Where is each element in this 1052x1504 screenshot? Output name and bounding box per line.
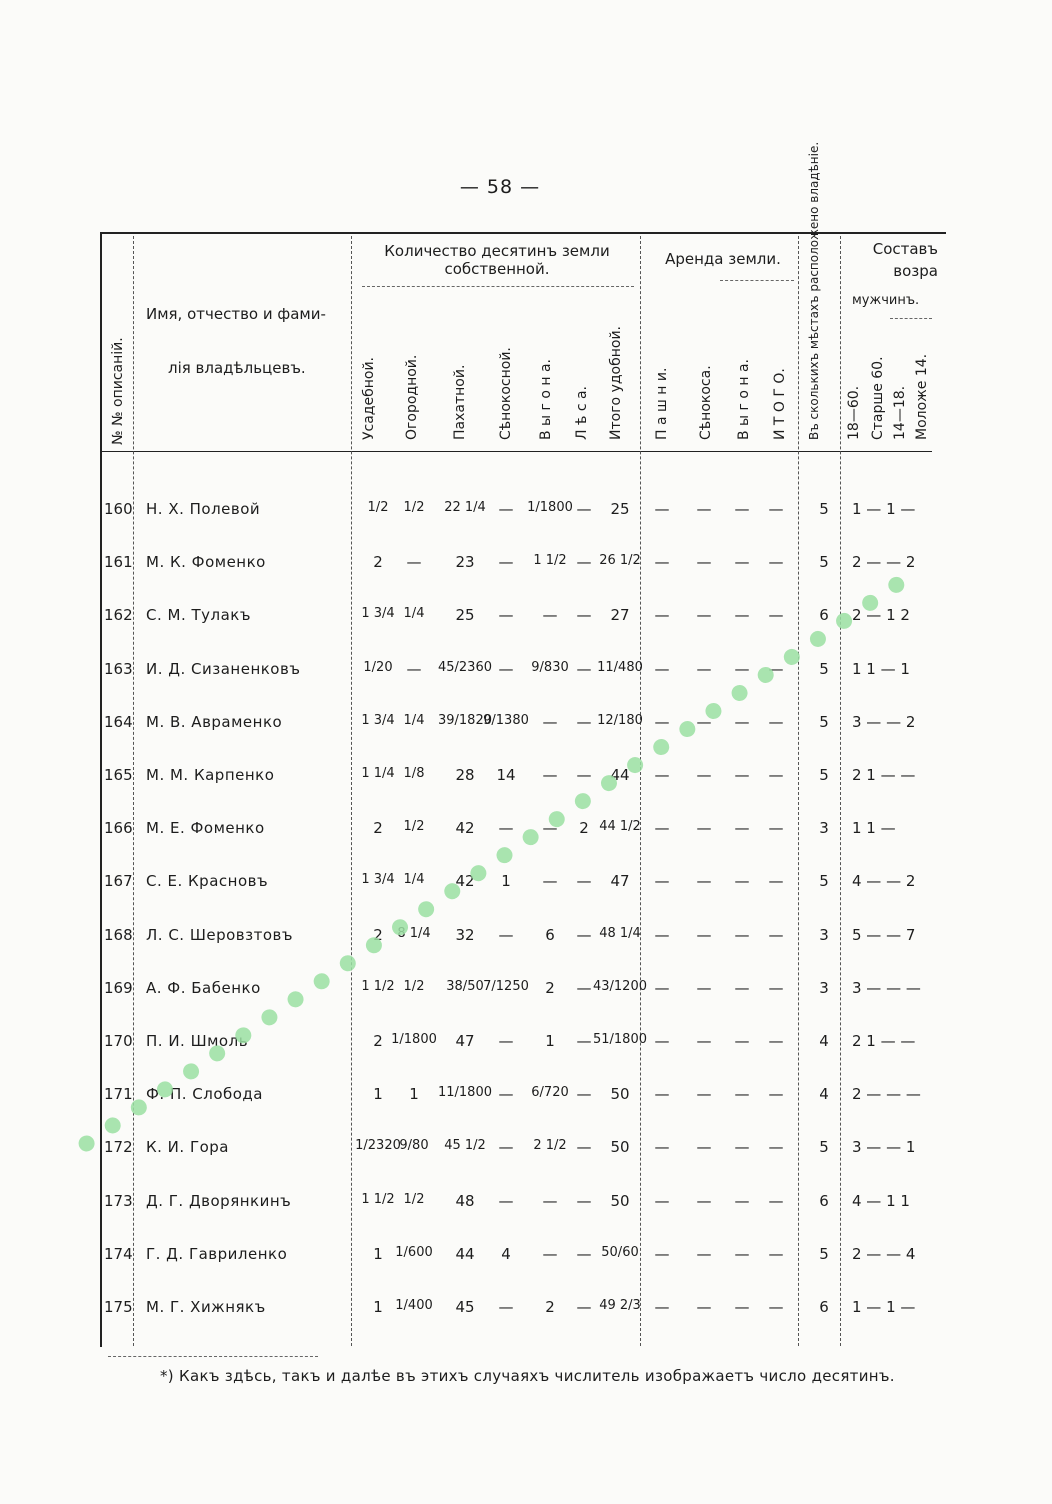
- table-cell: 6: [819, 606, 829, 625]
- table-cell: —: [498, 1138, 514, 1157]
- table-cell: 45: [455, 1298, 475, 1316]
- table-cell: 32: [455, 925, 475, 944]
- table-cell: 1/4: [403, 872, 425, 888]
- own-col-usad: Усадебной.: [361, 356, 377, 440]
- table-cell: 1 1 —: [852, 819, 896, 838]
- table-cell: 1: [501, 872, 511, 891]
- row-number: 173: [104, 1191, 133, 1210]
- table-cell: 2: [373, 1032, 383, 1050]
- table-cell: 5 — — 7: [852, 925, 916, 944]
- table-cell: —: [696, 819, 712, 838]
- col-sep-name: [133, 236, 134, 1346]
- table-cell: 45 1/2: [444, 1138, 486, 1154]
- table-cell: 2 1 — —: [852, 766, 916, 784]
- table-cell: 49 2/3: [599, 1298, 641, 1313]
- table-cell: —: [734, 819, 750, 838]
- table-cell: 1 1 — 1: [852, 659, 910, 678]
- table-cell: 9/830: [531, 659, 569, 675]
- col-name-header-line2: лія владѣльцевъ.: [168, 359, 306, 377]
- table-cell: —: [576, 925, 592, 944]
- table-cell: 1/2320: [355, 1138, 401, 1154]
- table-cell: 1 3/4: [361, 606, 395, 622]
- owner-name: А. Ф. Бабенко: [146, 978, 261, 997]
- table-cell: 38/50: [446, 978, 484, 994]
- comp-col-younger-14: Моложе 14.: [914, 353, 930, 440]
- table-cell: 47: [610, 872, 630, 891]
- table-cell: 1/1800: [391, 1032, 437, 1047]
- table-cell: —: [654, 766, 670, 784]
- table-cell: 1/1800: [527, 500, 573, 515]
- rent-col-pashni: П а ш н и.: [654, 367, 670, 440]
- table-cell: —: [768, 978, 784, 997]
- table-cell: —: [576, 872, 592, 891]
- table-cell: —: [734, 1244, 750, 1263]
- owner-name: К. И. Гора: [146, 1138, 229, 1157]
- table-cell: 44 1/2: [599, 819, 641, 835]
- table-cell: 27: [610, 606, 630, 625]
- table-cell: —: [654, 712, 670, 731]
- table-cell: 1/8: [403, 766, 425, 781]
- table-cell: 1/2: [403, 500, 425, 515]
- table-cell: 1 1/4: [361, 766, 395, 781]
- row-number: 175: [104, 1298, 133, 1316]
- row-number: 164: [104, 712, 133, 731]
- table-cell: 1/2: [367, 500, 389, 515]
- col-places-header: Въ сколькихъ мѣстахъ расположено владѣніе.: [807, 141, 821, 440]
- table-cell: 48: [455, 1191, 475, 1210]
- table-cell: —: [654, 819, 670, 838]
- table-cell: —: [734, 659, 750, 678]
- table-cell: —: [498, 1191, 514, 1210]
- table-cell: 3: [819, 819, 829, 838]
- group-comp-header: Составъ возра: [872, 240, 938, 280]
- table-cell: 9/80: [399, 1138, 429, 1154]
- table-cell: —: [654, 1298, 670, 1316]
- table-cell: —: [768, 553, 784, 572]
- row-number: 174: [104, 1244, 133, 1263]
- table-cell: 1/600: [395, 1244, 433, 1260]
- table-cell: —: [768, 925, 784, 944]
- row-number: 170: [104, 1032, 133, 1050]
- table-cell: 11/1800: [437, 1085, 493, 1101]
- table-cell: —: [498, 1032, 514, 1050]
- row-number: 169: [104, 978, 133, 997]
- table-cell: 25: [610, 500, 630, 518]
- table-cell: 50: [610, 1138, 630, 1157]
- table-cell: —: [542, 766, 558, 784]
- rent-col-total: И Т О Г О.: [772, 368, 788, 440]
- table-cell: —: [696, 872, 712, 891]
- table-cell: —: [696, 553, 712, 572]
- table-header-bottom-rule: [100, 451, 932, 452]
- table-cell: 6: [545, 925, 555, 944]
- table-cell: 6/720: [531, 1085, 569, 1101]
- table-cell: —: [654, 553, 670, 572]
- table-cell: —: [768, 1138, 784, 1157]
- owner-name: Д. Г. Дворянкинъ: [146, 1191, 292, 1210]
- table-cell: 9/1380: [483, 712, 529, 728]
- row-number: 161: [104, 553, 133, 572]
- table-cell: 14: [496, 766, 516, 784]
- table-cell: —: [542, 1191, 558, 1210]
- comp-col-older-60: Старше 60.: [870, 356, 886, 440]
- table-cell: 4 — — 2: [852, 872, 916, 891]
- table-cell: 1/4: [403, 712, 425, 728]
- table-cell: —: [576, 1244, 592, 1263]
- table-cell: —: [696, 1085, 712, 1104]
- table-cell: —: [576, 1191, 592, 1210]
- owner-name: Л. С. Шеровзтовъ: [146, 925, 293, 944]
- table-cell: 5: [819, 872, 829, 891]
- table-cell: 5: [819, 500, 829, 518]
- table-cell: —: [576, 500, 592, 518]
- sub-men-header: мужчинъ.: [852, 293, 920, 308]
- table-cell: 4 — 1 1: [852, 1191, 910, 1210]
- table-cell: —: [734, 1085, 750, 1104]
- table-cell: —: [768, 1244, 784, 1263]
- table-cell: —: [654, 1085, 670, 1104]
- table-cell: —: [498, 500, 514, 518]
- table-cell: —: [406, 659, 422, 678]
- table-cell: 1: [545, 1032, 555, 1050]
- table-cell: —: [576, 1138, 592, 1157]
- rent-col-vygon: В ы г о н а.: [736, 358, 752, 440]
- table-cell: —: [576, 978, 592, 997]
- table-cell: —: [768, 606, 784, 625]
- table-cell: 12/180: [597, 712, 643, 728]
- table-cell: —: [498, 925, 514, 944]
- table-cell: 43/1200: [592, 978, 648, 994]
- own-col-les: Л ѣ с а.: [574, 385, 590, 440]
- footnote: *) Какъ здѣсь, такъ и далѣе въ этихъ случаяхъ числитель изображаетъ число десятинъ.: [160, 1367, 895, 1385]
- table-cell: 3: [819, 978, 829, 997]
- table-cell: —: [654, 1138, 670, 1157]
- table-cell: 2 — — —: [852, 1085, 921, 1104]
- table-cell: —: [696, 925, 712, 944]
- table-cell: 1 — 1 —: [852, 1298, 916, 1316]
- table-cell: 11/480: [597, 659, 643, 675]
- table-cell: —: [734, 1032, 750, 1050]
- table-cell: —: [576, 1298, 592, 1316]
- group-own-header: Количество десятинъ земли собственной.: [384, 242, 610, 278]
- table-cell: —: [696, 1191, 712, 1210]
- table-cell: 50/60: [601, 1244, 639, 1260]
- table-cell: 48 1/4: [599, 925, 641, 941]
- table-cell: —: [768, 1032, 784, 1050]
- table-cell: —: [498, 819, 514, 838]
- table-cell: 8 1/4: [397, 925, 431, 941]
- table-cell: 39/1820: [437, 712, 493, 728]
- table-cell: 51/1800: [592, 1032, 648, 1047]
- table-cell: —: [576, 553, 592, 572]
- table-cell: 4: [501, 1244, 511, 1263]
- table-cell: —: [768, 819, 784, 838]
- col-sep-own: [351, 236, 352, 1346]
- table-cell: 7/1250: [483, 978, 529, 994]
- table-cell: 47: [455, 1032, 475, 1050]
- row-number: 167: [104, 872, 133, 891]
- owner-name: М. Г. Хижнякъ: [146, 1298, 266, 1316]
- table-cell: —: [576, 606, 592, 625]
- table-cell: 1/2: [403, 978, 425, 994]
- table-cell: —: [498, 553, 514, 572]
- table-cell: 44: [455, 1244, 475, 1263]
- rent-col-senok: Сѣнокоса.: [698, 365, 714, 440]
- table-cell: —: [576, 1032, 592, 1050]
- owner-name: М. В. Авраменко: [146, 712, 283, 731]
- table-cell: —: [498, 1085, 514, 1104]
- owner-name: М. Е. Фоменко: [146, 819, 265, 838]
- col-sep-total: [640, 236, 641, 1346]
- col-name-header-line1: Имя, отчество и фами-: [146, 305, 326, 323]
- table-cell: 3: [819, 925, 829, 944]
- table-cell: 2 1 — —: [852, 1032, 916, 1050]
- row-number: 168: [104, 925, 133, 944]
- col-sep-places: [840, 236, 841, 1346]
- page-number: — 58 —: [459, 176, 541, 198]
- table-cell: —: [696, 1298, 712, 1316]
- table-cell: —: [654, 500, 670, 518]
- table-cell: —: [696, 659, 712, 678]
- table-cell: —: [734, 712, 750, 731]
- table-cell: —: [696, 606, 712, 625]
- table-cell: 2 — — 4: [852, 1244, 916, 1263]
- table-cell: 1 1/2: [361, 978, 395, 994]
- table-cell: —: [654, 659, 670, 678]
- table-cell: 2: [579, 819, 589, 838]
- table-cell: 22 1/4: [444, 500, 486, 515]
- table-cell: 2: [373, 819, 383, 838]
- table-cell: 50: [610, 1191, 630, 1210]
- table-cell: 44: [610, 766, 630, 784]
- table-cell: 1: [373, 1085, 383, 1104]
- own-col-senok: Сѣнокосной.: [498, 347, 514, 440]
- table-cell: 1 3/4: [361, 872, 395, 888]
- table-cell: —: [734, 766, 750, 784]
- owner-name: С. М. Тулакъ: [146, 606, 251, 625]
- table-cell: 28: [455, 766, 475, 784]
- table-cell: 6: [819, 1191, 829, 1210]
- table-cell: 42: [455, 872, 475, 891]
- table-cell: 1: [373, 1298, 383, 1316]
- table-cell: 1/2: [403, 819, 425, 835]
- table-cell: —: [696, 978, 712, 997]
- table-cell: —: [654, 606, 670, 625]
- table-cell: —: [696, 766, 712, 784]
- table-cell: —: [768, 872, 784, 891]
- owner-name: Н. Х. Полевой: [146, 500, 261, 518]
- table-cell: —: [734, 1138, 750, 1157]
- table-cell: —: [542, 712, 558, 731]
- comp-col-14-18: 14—18.: [892, 385, 908, 440]
- table-cell: 2: [545, 1298, 555, 1316]
- table-cell: 42: [455, 819, 475, 838]
- table-cell: —: [542, 819, 558, 838]
- table-cell: 2: [545, 978, 555, 997]
- own-col-total: Итого удобной.: [608, 326, 624, 440]
- row-number: 171: [104, 1085, 133, 1104]
- table-cell: —: [734, 872, 750, 891]
- table-cell: —: [654, 925, 670, 944]
- row-number: 166: [104, 819, 133, 838]
- table-cell: —: [734, 1191, 750, 1210]
- table-cell: —: [498, 659, 514, 678]
- table-cell: —: [734, 500, 750, 518]
- table-cell: —: [576, 766, 592, 784]
- table-cell: 5: [819, 1244, 829, 1263]
- table-cell: —: [768, 1085, 784, 1104]
- table-cell: 5: [819, 659, 829, 678]
- table-cell: —: [654, 978, 670, 997]
- owner-name: И. Д. Сизаненковъ: [146, 659, 301, 678]
- table-cell: 3 — — 2: [852, 712, 916, 731]
- table-cell: 4: [819, 1085, 829, 1104]
- row-number: 165: [104, 766, 133, 784]
- table-cell: 1: [373, 1244, 383, 1263]
- table-cell: 50: [610, 1085, 630, 1104]
- table-cell: —: [696, 1244, 712, 1263]
- group-rent-underline: [720, 280, 794, 281]
- table-cell: 4: [819, 1032, 829, 1050]
- col-num-header: № № описаній.: [110, 337, 126, 445]
- table-cell: 5: [819, 1138, 829, 1157]
- table-cell: —: [734, 1298, 750, 1316]
- table-cell: 2: [373, 553, 383, 572]
- owner-name: С. Е. Красновъ: [146, 872, 269, 891]
- table-cell: 2 — 1 2: [852, 606, 910, 625]
- table-cell: —: [768, 766, 784, 784]
- table-cell: —: [696, 1032, 712, 1050]
- table-cell: —: [696, 500, 712, 518]
- table-cell: 3 — — 1: [852, 1138, 916, 1157]
- own-col-vygon: В ы г о н а.: [538, 358, 554, 440]
- group-own-underline: [362, 286, 634, 287]
- table-cell: 1/400: [395, 1298, 433, 1313]
- table-cell: 26 1/2: [599, 553, 641, 569]
- table-cell: —: [768, 659, 784, 678]
- table-cell: 1/4: [403, 606, 425, 622]
- row-number: 162: [104, 606, 133, 625]
- table-cell: —: [768, 500, 784, 518]
- table-cell: 5: [819, 712, 829, 731]
- table-cell: —: [542, 606, 558, 625]
- table-cell: 1 1/2: [361, 1191, 395, 1207]
- table-cell: 25: [455, 606, 475, 625]
- owner-name: М. К. Фоменко: [146, 553, 266, 572]
- table-cell: —: [498, 1298, 514, 1316]
- table-cell: —: [654, 1244, 670, 1263]
- table-cell: 1/20: [363, 659, 393, 675]
- table-cell: 2 — — 2: [852, 553, 916, 572]
- sub-men-underline: [890, 318, 932, 319]
- table-cell: 2 1/2: [533, 1138, 567, 1154]
- table-cell: —: [734, 925, 750, 944]
- table-cell: —: [576, 659, 592, 678]
- table-cell: —: [768, 1191, 784, 1210]
- owner-name: М. М. Карпенко: [146, 766, 275, 784]
- table-cell: —: [734, 606, 750, 625]
- table-cell: —: [768, 1298, 784, 1316]
- table-cell: —: [542, 872, 558, 891]
- owner-name: Г. Д. Гавриленко: [146, 1244, 288, 1263]
- table-cell: —: [696, 1138, 712, 1157]
- own-col-pakh: Пахатной.: [452, 364, 468, 440]
- row-number: 163: [104, 659, 133, 678]
- table-left-rule: [100, 232, 102, 1347]
- row-number: 160: [104, 500, 133, 518]
- table-cell: —: [654, 1032, 670, 1050]
- table-cell: 3 — — —: [852, 978, 921, 997]
- table-cell: 2: [373, 925, 383, 944]
- table-cell: —: [654, 1191, 670, 1210]
- comp-col-18-60: 18—60.: [846, 385, 862, 440]
- table-cell: —: [498, 606, 514, 625]
- table-cell: —: [734, 553, 750, 572]
- row-number: 172: [104, 1138, 133, 1157]
- table-cell: —: [576, 1085, 592, 1104]
- table-cell: 23: [455, 553, 475, 572]
- table-cell: 1 — 1 —: [852, 500, 916, 518]
- table-cell: 5: [819, 766, 829, 784]
- table-cell: 5: [819, 553, 829, 572]
- own-col-ogor: Огородной.: [404, 354, 420, 440]
- col-sep-rent: [798, 236, 799, 1346]
- table-cell: —: [576, 712, 592, 731]
- table-cell: —: [734, 978, 750, 997]
- owner-name: П. И. Шмоль: [146, 1032, 249, 1050]
- table-cell: —: [768, 712, 784, 731]
- table-cell: —: [542, 1244, 558, 1263]
- group-rent-header: Аренда земли.: [665, 250, 781, 268]
- table-cell: —: [696, 712, 712, 731]
- table-cell: 6: [819, 1298, 829, 1316]
- table-cell: 45/2360: [437, 659, 493, 675]
- table-cell: —: [406, 553, 422, 572]
- table-cell: 1/2: [403, 1191, 425, 1207]
- table-cell: —: [654, 872, 670, 891]
- table-cell: 1: [409, 1085, 419, 1104]
- table-bottom-dash: [108, 1356, 318, 1357]
- owner-name: Ф. П. Слобода: [146, 1085, 263, 1104]
- table-cell: 1 3/4: [361, 712, 395, 728]
- table-cell: 1 1/2: [533, 553, 567, 569]
